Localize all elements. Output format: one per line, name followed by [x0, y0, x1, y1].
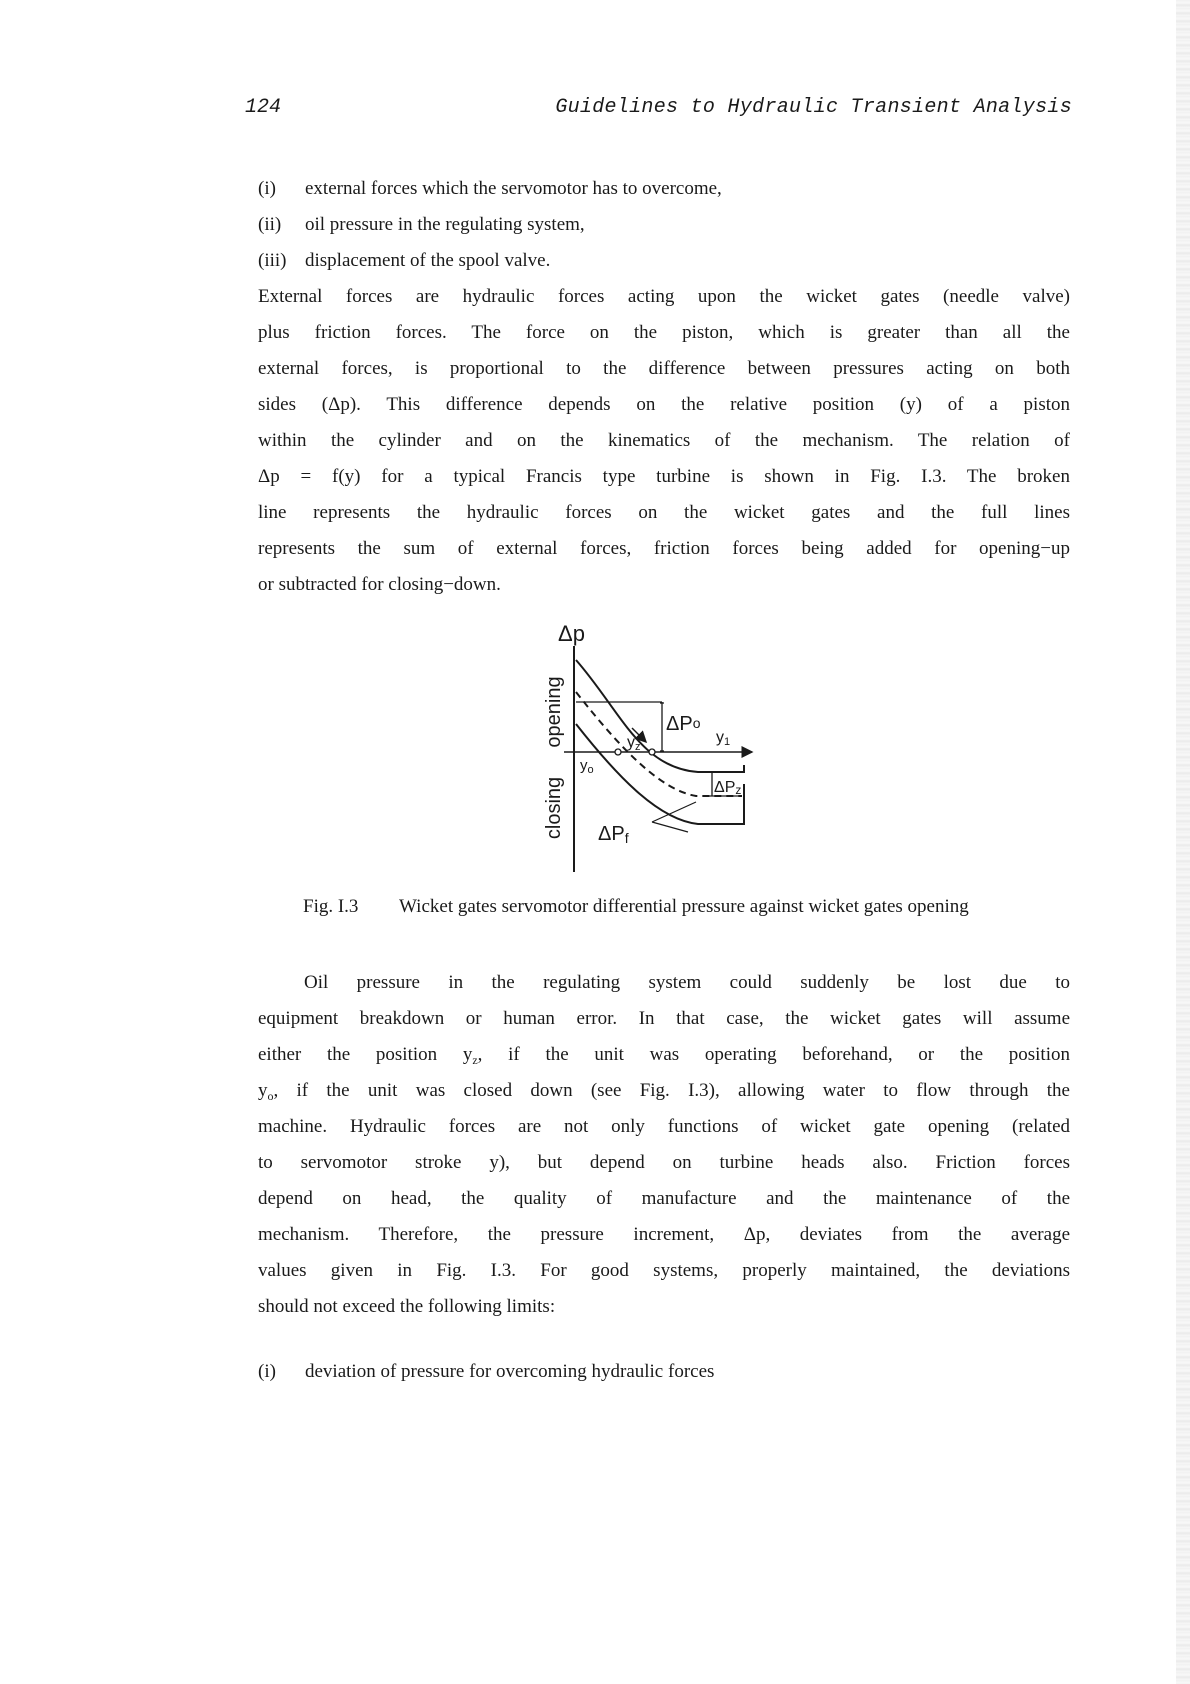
yz-label: yz: [627, 734, 641, 753]
running-title: Guidelines to Hydraulic Transient Analysis: [555, 96, 1072, 119]
paragraph-line: mechanism. Therefore, the pressure increment, Δp, deviates from the average: [258, 1224, 1070, 1245]
yo-point: [615, 749, 621, 755]
opening-label: opening: [543, 676, 565, 748]
list-item: [258, 243, 1070, 279]
paragraph-line: plus friction forces. The force on the piston, which is greater than all the: [258, 322, 1070, 343]
y1-label: y1: [716, 729, 731, 748]
list-item-text: external forces which the servomotor has to overcome,: [305, 178, 722, 199]
paragraph-line: Δp = f(y) for a typical Francis type turbine is shown in Fig. I.3. The broken: [258, 466, 1070, 487]
paragraph-line: represents the sum of external forces, friction forces being added for opening−up: [258, 538, 1070, 559]
list-item-number: (i): [258, 1361, 276, 1382]
paragraph-line: or subtracted for closing−down.: [258, 574, 501, 595]
paragraph-line: machine. Hydraulic forces are not only functions of wicket gate opening (related: [258, 1116, 1070, 1137]
running-header: [0, 96, 1190, 126]
paragraph-line: within the cylinder and on the kinematics of the mechanism. The relation of: [258, 430, 1070, 451]
paragraph-line: External forces are hydraulic forces acting upon the wicket gates (needle valve): [258, 286, 1070, 307]
list-item-text: deviation of pressure for overcoming hydraulic forces: [305, 1361, 715, 1382]
yz-point: [649, 749, 655, 755]
paragraph-line: to servomotor stroke y), but depend on turbine heads also. Friction forces: [258, 1152, 1070, 1173]
paragraph-line: Oil pressure in the regulating system could suddenly be lost due to: [304, 972, 1070, 993]
caption-text: Wicket gates servomotor differential pressure against wicket gates opening: [399, 896, 969, 917]
delta-p0-dimension: [576, 702, 664, 751]
paragraph-line: either the position $y_z$, if the unit was operating beforehand, or the position: [258, 1044, 1070, 1067]
paragraph-line: should not exceed the following limits:: [258, 1296, 556, 1317]
caption-number: Fig. I.3: [303, 896, 359, 917]
closing-label: closing: [543, 776, 565, 840]
list-item: [258, 171, 1070, 207]
body-text-top: [258, 171, 1070, 603]
delta-pf-label: ΔPf: [598, 823, 629, 846]
list-item-text: displacement of the spool valve.: [305, 250, 551, 271]
delta-pz-label: ΔPz: [714, 779, 742, 797]
scan-edge-artifact: [1176, 0, 1190, 1684]
list-item: [258, 207, 1070, 243]
delta-p0-label: ΔPo: [666, 713, 701, 735]
paragraph-line: depend on head, the quality of manufacture and the maintenance of the: [258, 1188, 1070, 1209]
paragraph-line: values given in Fig. I.3. For good systems, properly maintained, the deviations: [258, 1260, 1070, 1281]
list-item-text: oil pressure in the regulating system,: [305, 214, 585, 235]
list-item: [258, 1354, 1070, 1390]
figure-i3-diagram: [520, 620, 800, 880]
paragraph-line: sides (Δp). This difference depends on the relative position (y) of a piston: [258, 394, 1070, 415]
paragraph-line: equipment breakdown or human error. In that case, the wicket gates will assume: [258, 1008, 1070, 1029]
paragraph-line: $y_o$, if the unit was closed down (see Fig. I.3), allowing water to flow through the: [258, 1080, 1070, 1103]
body-text-bottom: [258, 965, 1070, 1325]
list-item-number: (ii): [258, 214, 282, 235]
list-item-number: (i): [258, 178, 276, 199]
paragraph-line: line represents the hydraulic forces on the wicket gates and the full lines: [258, 502, 1070, 523]
y-axis-label: Δp: [558, 621, 585, 646]
page-number: 124: [245, 96, 282, 119]
paragraph-line: external forces, is proportional to the difference between pressures acting on both: [258, 358, 1070, 379]
yo-label: $y_o$: [580, 757, 594, 776]
list-item-number: (iii): [258, 250, 287, 271]
